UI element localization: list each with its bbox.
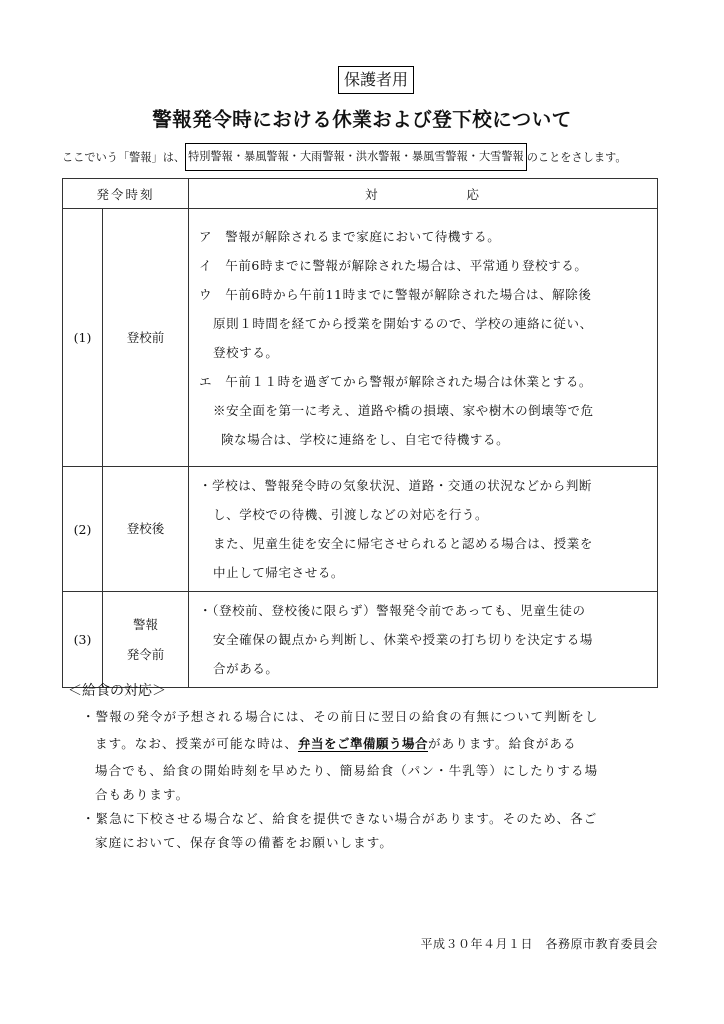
- table-row: [63, 592, 658, 688]
- audience-tag: 保護者用: [338, 66, 414, 94]
- row-number: (1): [63, 209, 103, 467]
- lunch-heading: ＜給食の対応＞: [68, 683, 166, 699]
- header-response: 対 応: [189, 179, 658, 209]
- document-title: 警報発令時における休業および登下校について: [152, 108, 572, 131]
- row-number: (3): [63, 592, 103, 688]
- timing-line: 発令前: [126, 646, 165, 662]
- definition-suffix: のことをさします。: [526, 151, 627, 164]
- lunch-line: ・警報の発令が予想される場合には、その前日に翌日の給食の有無について判断をし: [82, 709, 599, 724]
- content-line: 中止して帰宅させる。: [213, 565, 345, 580]
- lunch-line: ・緊急に下校させる場合など、給食を提供できない場合があります。そのため、各ご: [82, 811, 598, 826]
- content-line: ※安全面を第一に考え、道路や橋の損壊、家や樹木の倒壊等で危: [213, 402, 594, 418]
- bento-emphasis: 弁当をご準備願う場合: [298, 736, 429, 751]
- warning-definition: [62, 142, 627, 172]
- content-line: ア 警報が解除されるまで家庭において待機する。: [199, 228, 501, 244]
- footer-signature: [420, 935, 658, 952]
- table-header-row: [63, 179, 658, 209]
- content-line: 登校する。: [213, 344, 279, 360]
- lunch-line: [82, 729, 664, 759]
- row-content: [189, 209, 658, 467]
- definition-prefix: ここでいう「警報」は、: [62, 151, 186, 164]
- lunch-section: [82, 705, 664, 855]
- row-timing: [103, 592, 189, 688]
- content-line: し、学校での待機、引渡しなどの対応を行う。: [213, 507, 489, 522]
- content-line: また、児童生徒を安全に帰宅させられると認める場合は、授業を: [213, 536, 593, 551]
- table-row: [63, 467, 658, 592]
- content-line: ウ 午前6時から午前11時までに警報が解除された場合は、解除後: [199, 286, 592, 302]
- content-line: 原則１時間を経てから授業を開始するので、学校の連絡に従い、: [213, 315, 593, 331]
- issue-date: 平成３０年４月１日: [420, 937, 533, 951]
- lunch-text: ます。なお、授業が可能な時は、: [95, 736, 299, 751]
- lunch-line: 家庭において、保存食等の備蓄をお願いします。: [95, 835, 393, 850]
- content-line: ・（登校前、登校後に限らず）警報発令前であっても、児童生徒の: [199, 603, 586, 618]
- timing-line: 警報: [133, 616, 159, 632]
- row-number: (2): [63, 467, 103, 592]
- lunch-text: があります。給食がある: [428, 736, 577, 751]
- lunch-line: 場合でも、給食の開始時刻を早めたり、簡易給食（パン・牛乳等）にしたりする場: [95, 763, 599, 778]
- row-content: [189, 592, 658, 688]
- content-line: ・学校は、警報発令時の気象状況、道路・交通の状況などから判断: [199, 478, 593, 493]
- response-table: [62, 178, 658, 688]
- lunch-line: 合もあります。: [95, 787, 190, 802]
- table-row: [63, 209, 658, 467]
- content-line: 安全確保の観点から判断し、休業や授業の打ち切りを決定する場: [213, 632, 593, 647]
- content-line: イ 午前6時までに警報が解除された場合は、平常通り登校する。: [199, 257, 588, 273]
- content-line: エ 午前１１時を過ぎてから警報が解除された場合は休業とする。: [199, 373, 593, 389]
- row-timing: 登校後: [103, 467, 189, 592]
- row-timing: 登校前: [103, 209, 189, 467]
- content-line: 険な場合は、学校に連絡をし、自宅で待機する。: [221, 431, 510, 447]
- row-content: [189, 467, 658, 592]
- issuer: 各務原市教育委員会: [545, 937, 658, 951]
- warning-types-box: 特別警報・暴風警報・大雨警報・洪水警報・暴風雪警報・大雪警報: [185, 143, 527, 171]
- header-timing: 発令時刻: [63, 179, 189, 209]
- content-line: 合がある。: [213, 661, 279, 676]
